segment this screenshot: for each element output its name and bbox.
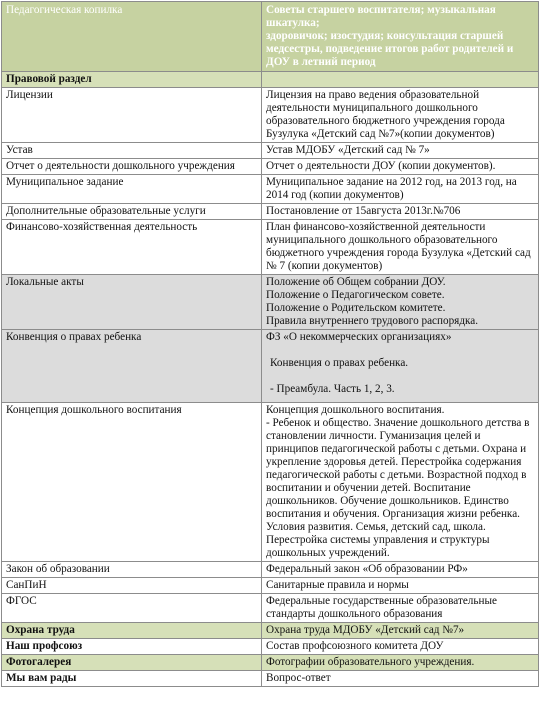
row-value-link[interactable]: Концепция дошкольного воспитания. (266, 404, 445, 416)
row-value-link[interactable]: План финансово-хозяйственной деятельности муниципального дошкольного образовательного бюджетного учреждения города Бузулука «Детский сад № 7 (копии документов) (262, 220, 539, 275)
row-value-link[interactable]: Правила внутреннего трудового распорядка. (266, 315, 479, 327)
row-label-labor-safety: Охрана труда (2, 623, 262, 639)
row-value-link[interactable]: Положение о Педагогическом совете. (266, 289, 445, 301)
row-value-link[interactable]: ФЗ «О некоммерческих организациях» (266, 331, 452, 343)
row-value-list (262, 330, 539, 403)
row-value-link[interactable]: Конвенция о правах ребенка. (270, 357, 409, 369)
row-value (262, 72, 539, 88)
row-label: Концепция дошкольного воспитания (2, 403, 262, 562)
table-row (2, 175, 539, 204)
table-row (2, 655, 539, 671)
content-table (1, 1, 539, 687)
row-label-welcome: Мы вам рады (2, 671, 262, 687)
table-row (2, 330, 539, 403)
row-label: Отчет о деятельности дошкольного учреждения (2, 159, 262, 175)
table-row (2, 623, 539, 639)
row-label: Локальные акты (2, 275, 262, 330)
row-label: Финансово-хозяйственная деятельность (2, 220, 262, 275)
row-value-link[interactable]: Фотографии образовательного учреждения. (262, 655, 539, 671)
row-value-link[interactable]: Муниципальное задание на 2012 год, на 2013 год, на 2014 год (копии документов) (262, 175, 539, 204)
header-right-line: здоровичок; изостудия; консультация старшей медсестры, подведение итогов работ родителей и ДОУ в летний период (266, 30, 514, 68)
header-right-line: Советы старшего воспитателя; музыкальная шкатулка; (266, 4, 496, 29)
table-row (2, 639, 539, 655)
row-label-trade-union: Наш профсоюз (2, 639, 262, 655)
table-row (2, 159, 539, 175)
row-value-link[interactable]: Положение о Родительском комитете. (266, 302, 446, 314)
table-row (2, 562, 539, 578)
row-label: Муниципальное задание (2, 175, 262, 204)
row-value-text: - Ребенок и общество. Значение дошкольного детства в становлении личности. Гуманизация целей и принципов педагогической работы с детьми. Охрана и укрепление здоровья детей. Перестройка содержания педагогической работы с детьми. Возрастной подход в воспитании и обучении детей. Воспитание дошкольников. Обучение дошкольников. Единство воспитания и обучения. Организация жизни ребенка. Условия развития. Семья, детский сад, школа. Перестройка системы управления и структуры дошкольных учреждений. (266, 417, 530, 559)
row-value-list (262, 275, 539, 330)
table-row (2, 204, 539, 220)
row-value-link[interactable]: Постановление от 15августа 2013г.№706 (262, 204, 539, 220)
row-value-link[interactable]: Устав МДОБУ «Детский сад № 7» (262, 143, 539, 159)
row-value-link[interactable]: Вопрос-ответ (262, 671, 539, 687)
header-right-cell (262, 2, 539, 72)
table-row (2, 594, 539, 623)
row-value-link[interactable]: Лицензия на право ведения образовательной деятельности муниципального дошкольного образовательного бюджетного учреждения города Бузулука «Детский сад №7»(копии документов) (262, 88, 539, 143)
row-label: Конвенция о правах ребенка (2, 330, 262, 403)
row-label: Устав (2, 143, 262, 159)
row-value-link[interactable]: Санитарные правила и нормы (262, 578, 539, 594)
table-row (2, 578, 539, 594)
row-value-link[interactable]: Состав профсоюзного комитета ДОУ (262, 639, 539, 655)
row-label: Дополнительные образовательные услуги (2, 204, 262, 220)
table-row (2, 88, 539, 143)
header-left-cell: Педагогическая копилка (2, 2, 262, 72)
row-value-list (262, 403, 539, 562)
row-label-photo-gallery: Фотогалерея (2, 655, 262, 671)
row-label: ФГОС (2, 594, 262, 623)
row-label: СанПиН (2, 578, 262, 594)
row-value-link[interactable]: Охрана труда МДОБУ «Детский сад №7» (262, 623, 539, 639)
row-value-link[interactable]: - Преамбула. Часть 1, 2, 3. (270, 383, 395, 395)
table-row (2, 671, 539, 687)
row-value-link[interactable]: Федеральный закон «Об образовании РФ» (262, 562, 539, 578)
table-row (2, 403, 539, 562)
row-label: Лицензии (2, 88, 262, 143)
row-label: Закон об образовании (2, 562, 262, 578)
table-row (2, 143, 539, 159)
table-row (2, 275, 539, 330)
row-value-link[interactable]: Федеральные государственные образовательные стандарты дошкольного образования (262, 594, 539, 623)
row-value-link[interactable]: Положение об Общем собрании ДОУ. (266, 276, 446, 288)
table-header-row (2, 2, 539, 72)
table-row (2, 72, 539, 88)
row-label-legal-section: Правовой раздел (2, 72, 262, 88)
table-row (2, 220, 539, 275)
row-value-link[interactable]: Отчет о деятельности ДОУ (копии документов). (262, 159, 539, 175)
